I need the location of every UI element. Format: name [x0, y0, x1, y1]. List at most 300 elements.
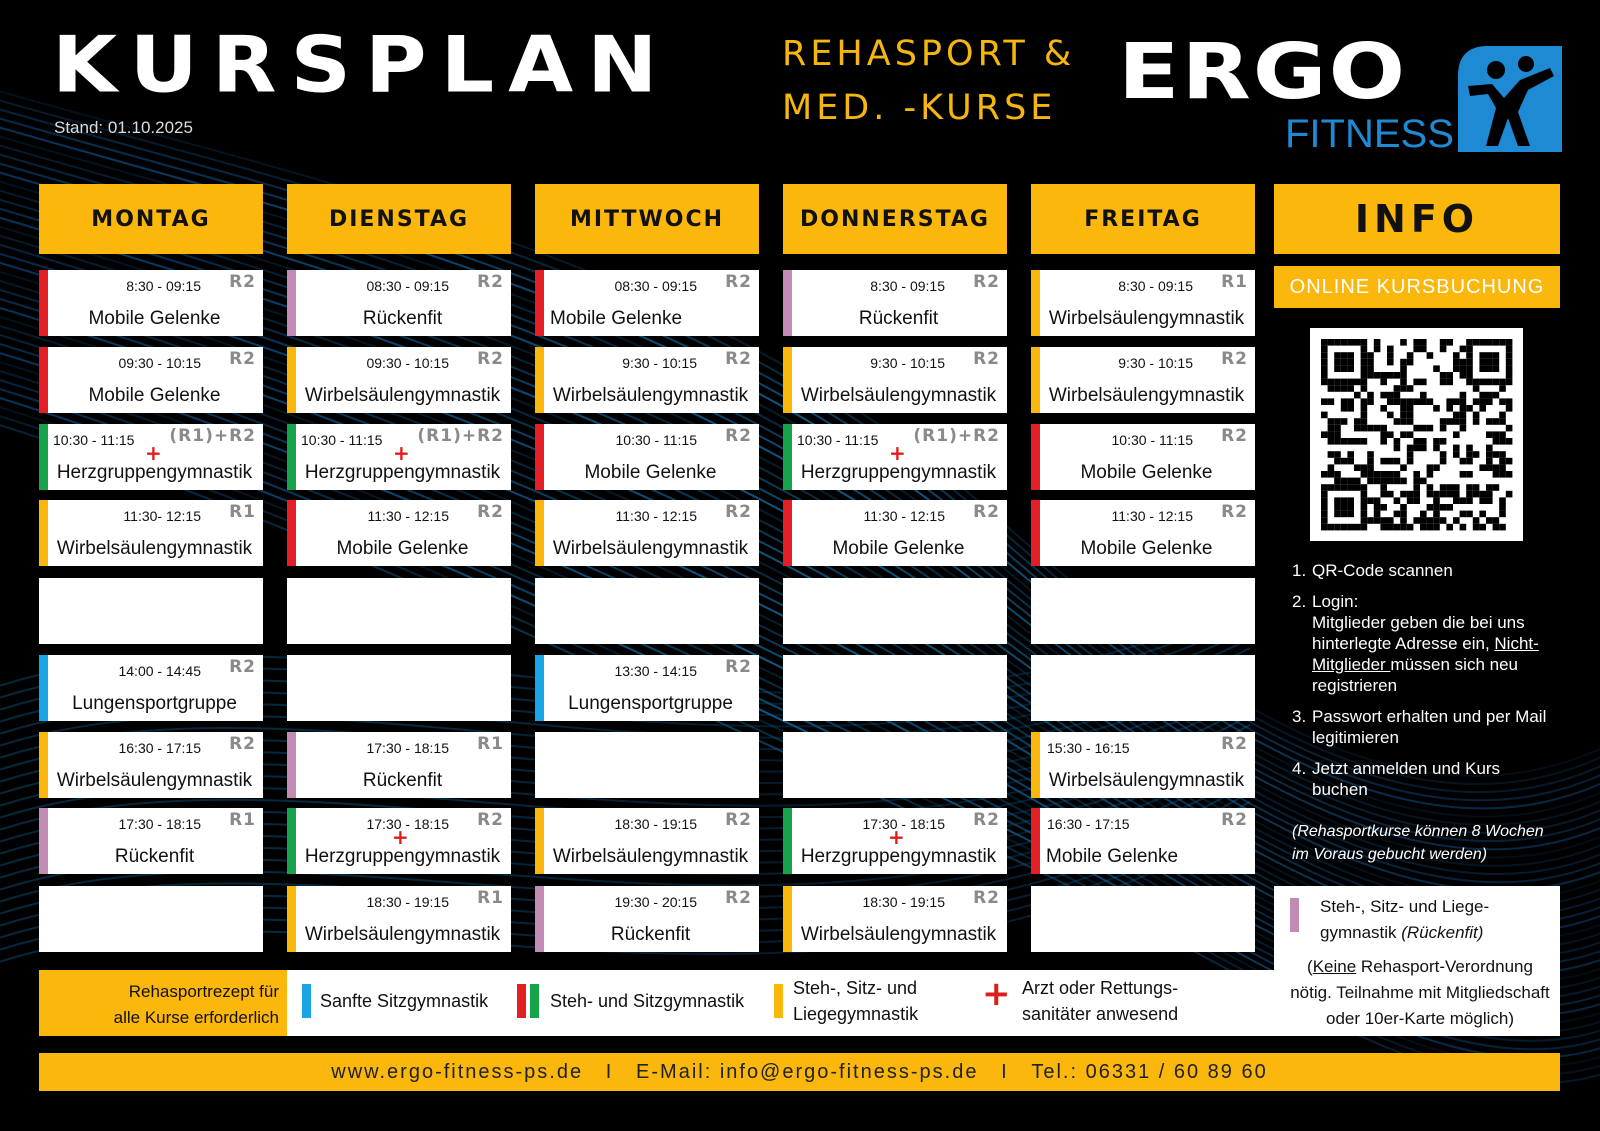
qr-module	[1446, 504, 1453, 511]
qr-module	[1413, 398, 1420, 405]
course-time: 8:30 - 09:15	[870, 278, 945, 294]
qr-module	[1499, 451, 1506, 458]
course-time: 11:30 - 12:15	[1111, 508, 1193, 524]
qr-module	[1334, 385, 1341, 392]
qr-module	[1440, 372, 1447, 379]
step-login-members: Mitglieder geben die bei uns hinterlegte Adresse ein,	[1312, 613, 1525, 653]
qr-module	[1321, 372, 1328, 379]
qr-module	[1407, 412, 1414, 419]
category-bar	[39, 808, 48, 874]
course-time: 10:30 - 11:15	[301, 432, 383, 448]
empty-slot	[39, 578, 263, 644]
qr-code-icon	[1310, 328, 1523, 541]
category-bar	[783, 424, 792, 490]
qr-module	[1440, 451, 1447, 458]
qr-module	[1347, 352, 1354, 359]
medical-cross-icon: +	[982, 974, 1011, 1014]
qr-module	[1367, 398, 1374, 405]
logo-ergo: ERGO	[1118, 27, 1408, 117]
qr-module	[1334, 352, 1341, 359]
course-name: Wirbelsäulengymnastik	[1048, 770, 1245, 791]
empty-slot	[535, 732, 759, 798]
course-card[interactable]	[287, 732, 511, 798]
step-text: QR-Code scannen	[1312, 561, 1453, 580]
qr-module	[1466, 365, 1473, 372]
qr-module	[1506, 365, 1513, 372]
course-card[interactable]	[39, 655, 263, 721]
qr-module	[1473, 491, 1480, 498]
qr-module	[1361, 484, 1368, 491]
qr-module	[1479, 365, 1486, 372]
legend-arzt-line2: sanitäter anwesend	[1022, 1004, 1179, 1024]
legend-steh-sitz: Steh- und Sitzgymnastik	[550, 991, 745, 1011]
course-name: Mobile Gelenke	[88, 308, 221, 329]
info-step-2	[1292, 591, 1557, 696]
qr-module	[1486, 491, 1493, 498]
category-bar	[287, 424, 296, 490]
qr-module	[1427, 517, 1434, 524]
course-card[interactable]	[287, 424, 511, 490]
qr-module	[1380, 372, 1387, 379]
qr-module	[1420, 445, 1427, 452]
qr-module	[1433, 438, 1440, 445]
qr-module	[1328, 425, 1335, 432]
qr-module	[1328, 471, 1335, 478]
qr-module	[1400, 365, 1407, 372]
qr-module	[1413, 471, 1420, 478]
qr-module	[1347, 451, 1354, 458]
qr-module	[1466, 497, 1473, 504]
qr-module	[1493, 392, 1500, 399]
qr-module	[1493, 365, 1500, 372]
qr-module	[1321, 379, 1328, 386]
yellow-bar-swatch	[774, 984, 783, 1018]
course-name: Wirbelsäulengymnastik	[552, 538, 749, 559]
qr-module	[1413, 438, 1420, 445]
course-time: 9:30 - 10:15	[622, 355, 697, 371]
qr-module	[1420, 511, 1427, 518]
course-name: Rückenfit	[858, 308, 939, 329]
course-time: 9:30 - 10:15	[1118, 355, 1193, 371]
qr-module	[1354, 524, 1361, 531]
qr-module	[1420, 339, 1427, 346]
qr-module	[1493, 438, 1500, 445]
empty-slot	[783, 578, 1007, 644]
category-bar	[287, 886, 296, 952]
step-number: 2.	[1292, 592, 1307, 611]
qr-module	[1420, 517, 1427, 524]
course-room: R2	[1221, 734, 1248, 754]
category-bar	[39, 732, 48, 798]
category-bar	[1031, 500, 1040, 566]
course-room: R1	[229, 810, 256, 830]
qr-module	[1440, 517, 1447, 524]
qr-module	[1493, 524, 1500, 531]
qr-module	[1433, 511, 1440, 518]
qr-module	[1466, 372, 1473, 379]
course-time: 17:30 - 18:15	[862, 816, 945, 832]
course-card[interactable]	[1031, 347, 1255, 413]
course-name: Herzgruppengymnastik	[800, 846, 997, 867]
course-name: Lungensportgruppe	[568, 693, 733, 714]
course-name: Wirbelsäulengymnastik	[552, 385, 749, 406]
course-card[interactable]	[287, 808, 511, 874]
course-card[interactable]	[1031, 424, 1255, 490]
qr-module	[1321, 484, 1328, 491]
course-time: 09:30 - 10:15	[118, 355, 201, 371]
qr-module	[1506, 471, 1513, 478]
qr-module	[1433, 504, 1440, 511]
empty-slot	[1031, 655, 1255, 721]
course-card[interactable]	[783, 500, 1007, 566]
qr-module	[1387, 372, 1394, 379]
qr-module	[1506, 352, 1513, 359]
qr-module	[1473, 339, 1480, 346]
qr-module	[1479, 464, 1486, 471]
legend-ssl-line2: Liegegymnastik	[793, 1004, 919, 1024]
medical-cross-icon: +	[889, 441, 906, 465]
qr-module	[1413, 497, 1420, 504]
course-card[interactable]	[39, 270, 263, 336]
qr-module	[1367, 365, 1374, 372]
category-bar	[287, 347, 296, 413]
qr-module	[1460, 405, 1467, 412]
qr-module	[1446, 524, 1453, 531]
day-header-mittwoch: MITTWOCH	[535, 184, 759, 254]
course-name: Herzgruppengymnastik	[800, 462, 997, 483]
qr-module	[1334, 504, 1341, 511]
qr-module	[1420, 524, 1427, 531]
course-time: 16:30 - 17:15	[1047, 816, 1130, 832]
course-card[interactable]	[39, 808, 263, 874]
qr-module	[1374, 517, 1381, 524]
course-card[interactable]	[535, 808, 759, 874]
qr-module	[1400, 359, 1407, 366]
course-card[interactable]	[287, 886, 511, 952]
qr-module	[1341, 385, 1348, 392]
qr-module	[1334, 365, 1341, 372]
qr-module	[1427, 352, 1434, 359]
qr-module	[1446, 398, 1453, 405]
qr-module	[1427, 484, 1434, 491]
qr-module	[1473, 484, 1480, 491]
qr-module	[1341, 484, 1348, 491]
course-name: Rückenfit	[610, 924, 691, 945]
qr-module	[1321, 504, 1328, 511]
footer-separator: I	[583, 1060, 637, 1083]
qr-module	[1321, 412, 1328, 419]
category-bar	[535, 270, 544, 336]
qr-module	[1479, 359, 1486, 366]
logo-fitness: FITNESS	[1285, 112, 1454, 156]
qr-module	[1486, 464, 1493, 471]
qr-module	[1400, 405, 1407, 412]
qr-module	[1460, 359, 1467, 366]
step-login-label: Login:	[1312, 592, 1359, 611]
online-booking-banner[interactable]: ONLINE KURSBUCHUNG	[1274, 266, 1560, 308]
qr-module	[1380, 431, 1387, 438]
course-card[interactable]	[783, 886, 1007, 952]
note-rest: Rehasport-Verordnung nötig. Teilnahme mit Mitgliedschaft oder 10er-Karte möglich)	[1290, 957, 1550, 1028]
qr-module	[1394, 385, 1401, 392]
qr-module	[1374, 471, 1381, 478]
footer-website[interactable]: www.ergo-fitness-ps.de	[331, 1060, 584, 1083]
qr-module	[1354, 418, 1361, 425]
qr-module	[1440, 339, 1447, 346]
qr-module	[1433, 497, 1440, 504]
qr-module	[1361, 379, 1368, 386]
course-card[interactable]	[287, 347, 511, 413]
footer-email[interactable]: E-Mail: info@ergo-fitness-ps.de	[636, 1060, 979, 1083]
qr-module	[1466, 379, 1473, 386]
qr-code[interactable]	[1310, 328, 1523, 541]
qr-module	[1433, 491, 1440, 498]
category-bar	[783, 808, 792, 874]
course-name: Wirbelsäulengymnastik	[552, 846, 749, 867]
course-card[interactable]	[1031, 808, 1255, 874]
course-room: R2	[229, 734, 256, 754]
qr-module	[1473, 524, 1480, 531]
course-card[interactable]	[1031, 270, 1255, 336]
category-bar	[535, 424, 544, 490]
qr-module	[1407, 497, 1414, 504]
qr-module	[1328, 451, 1335, 458]
qr-module	[1361, 359, 1368, 366]
qr-module	[1354, 478, 1361, 485]
category-bar	[1031, 732, 1040, 798]
course-time: 09:30 - 10:15	[366, 355, 449, 371]
qr-module	[1334, 478, 1341, 485]
footer-phone[interactable]: Tel.: 06331 / 60 89 60	[1031, 1060, 1268, 1083]
legend-sanft: Sanfte Sitzgymnastik	[320, 991, 489, 1011]
course-room: R2	[973, 888, 1000, 908]
course-name: Mobile Gelenke	[550, 308, 683, 329]
course-room: R2	[725, 426, 752, 446]
non-members-link[interactable]: Nicht-Mitglieder	[1312, 634, 1539, 674]
qr-module	[1380, 405, 1387, 412]
category-bar	[287, 732, 296, 798]
legend-steh-sitz-liege	[793, 975, 918, 1027]
qr-module	[1321, 471, 1328, 478]
course-card[interactable]	[535, 500, 759, 566]
qr-module	[1499, 471, 1506, 478]
empty-slot	[783, 732, 1007, 798]
qr-module	[1440, 484, 1447, 491]
qr-module	[1499, 438, 1506, 445]
qr-module	[1506, 425, 1513, 432]
qr-module	[1341, 339, 1348, 346]
qr-module	[1361, 339, 1368, 346]
course-card[interactable]	[39, 424, 263, 490]
qr-module	[1354, 339, 1361, 346]
qr-module	[1446, 379, 1453, 386]
qr-module	[1479, 405, 1486, 412]
qr-module	[1354, 484, 1361, 491]
medical-cross-icon: +	[145, 441, 162, 465]
course-name: Mobile Gelenke	[336, 538, 469, 559]
qr-module	[1473, 451, 1480, 458]
qr-module	[1387, 478, 1394, 485]
qr-module	[1453, 497, 1460, 504]
qr-module	[1407, 445, 1414, 452]
color-legend	[287, 970, 1274, 1036]
category-bar	[287, 270, 296, 336]
qr-module	[1473, 418, 1480, 425]
course-card[interactable]	[535, 270, 759, 336]
qr-module	[1453, 451, 1460, 458]
subtitle-line1: REHASPORT &	[782, 34, 1076, 74]
qr-module	[1354, 464, 1361, 471]
course-card[interactable]	[287, 270, 511, 336]
category-bar	[1031, 270, 1040, 336]
qr-module	[1367, 451, 1374, 458]
qr-module	[1486, 458, 1493, 465]
category-bar	[39, 347, 48, 413]
course-time: 17:30 - 18:15	[366, 740, 449, 756]
qr-module	[1387, 359, 1394, 366]
qr-module	[1361, 438, 1368, 445]
qr-module	[1341, 352, 1348, 359]
course-card[interactable]	[1031, 732, 1255, 798]
qr-module	[1380, 491, 1387, 498]
course-name: Wirbelsäulengymnastik	[56, 770, 253, 791]
qr-module	[1341, 359, 1348, 366]
qr-module	[1486, 379, 1493, 386]
course-time: 9:30 - 10:15	[870, 355, 945, 371]
qr-module	[1493, 379, 1500, 386]
course-room: R2	[229, 272, 256, 292]
course-room: R2	[973, 502, 1000, 522]
rueckenfit-note	[1286, 954, 1554, 1032]
qr-module	[1427, 491, 1434, 498]
qr-module	[1486, 352, 1493, 359]
qr-module	[1440, 504, 1447, 511]
qr-module	[1328, 524, 1335, 531]
qr-module	[1493, 484, 1500, 491]
course-room: R2	[725, 810, 752, 830]
course-card[interactable]	[1031, 500, 1255, 566]
step-login-register: müssen sich neu registrieren	[1312, 655, 1518, 695]
qr-module	[1394, 418, 1401, 425]
category-bar	[39, 424, 48, 490]
qr-module	[1413, 491, 1420, 498]
qr-module	[1361, 517, 1368, 524]
course-room: R1	[1221, 272, 1248, 292]
qr-module	[1400, 418, 1407, 425]
course-card[interactable]	[783, 270, 1007, 336]
category-bar	[535, 500, 544, 566]
qr-module	[1400, 491, 1407, 498]
qr-module	[1460, 365, 1467, 372]
qr-module	[1347, 438, 1354, 445]
course-card[interactable]	[39, 732, 263, 798]
qr-module	[1380, 379, 1387, 386]
course-card[interactable]	[783, 424, 1007, 490]
category-bar	[39, 500, 48, 566]
subtitle-line2: MED. -KURSE	[782, 88, 1057, 128]
qr-module	[1453, 418, 1460, 425]
qr-module	[1453, 484, 1460, 491]
qr-module	[1374, 346, 1381, 353]
qr-module	[1479, 491, 1486, 498]
course-card[interactable]	[39, 347, 263, 413]
qr-module	[1493, 451, 1500, 458]
course-room: (R1)+R2	[913, 426, 1000, 446]
qr-module	[1466, 346, 1473, 353]
qr-module	[1328, 418, 1335, 425]
qr-module	[1486, 445, 1493, 452]
qr-module	[1347, 379, 1354, 386]
course-time: 17:30 - 18:15	[366, 816, 449, 832]
qr-module	[1334, 511, 1341, 518]
qr-module	[1361, 511, 1368, 518]
qr-module	[1493, 418, 1500, 425]
qr-module	[1321, 398, 1328, 405]
course-name: Rückenfit	[362, 770, 443, 791]
qr-module	[1486, 451, 1493, 458]
course-name: Mobile Gelenke	[832, 538, 965, 559]
course-name: Mobile Gelenke	[1080, 462, 1213, 483]
qr-module	[1460, 511, 1467, 518]
step-text: Jetzt anmelden und Kurs buchen	[1312, 759, 1501, 799]
category-bar	[783, 347, 792, 413]
course-card[interactable]	[535, 655, 759, 721]
course-room: R2	[1221, 426, 1248, 446]
course-card[interactable]	[535, 886, 759, 952]
qr-module	[1453, 398, 1460, 405]
qr-module	[1473, 385, 1480, 392]
qr-module	[1328, 385, 1335, 392]
qr-module	[1328, 398, 1335, 405]
qr-module	[1460, 418, 1467, 425]
qr-module	[1486, 398, 1493, 405]
qr-module	[1506, 491, 1513, 498]
qr-module	[1361, 398, 1368, 405]
category-bar	[1031, 424, 1040, 490]
qr-module	[1328, 464, 1335, 471]
qr-module	[1440, 379, 1447, 386]
qr-module	[1440, 425, 1447, 432]
qr-module	[1341, 418, 1348, 425]
qr-module	[1380, 484, 1387, 491]
qr-module	[1361, 464, 1368, 471]
legend-ssl-line1: Steh-, Sitz- und	[793, 978, 918, 998]
qr-module	[1354, 392, 1361, 399]
qr-module	[1506, 346, 1513, 353]
course-card[interactable]	[783, 808, 1007, 874]
qr-module	[1380, 438, 1387, 445]
course-card[interactable]	[535, 424, 759, 490]
qr-module	[1453, 412, 1460, 419]
qr-module	[1387, 398, 1394, 405]
qr-module	[1334, 379, 1341, 386]
qr-module	[1506, 372, 1513, 379]
course-card[interactable]	[287, 500, 511, 566]
course-card[interactable]	[783, 347, 1007, 413]
qr-module	[1321, 511, 1328, 518]
qr-module	[1453, 431, 1460, 438]
qr-module	[1499, 398, 1506, 405]
qr-module	[1321, 365, 1328, 372]
course-card[interactable]	[39, 500, 263, 566]
medical-cross-icon: +	[393, 441, 410, 465]
course-room: R1	[229, 502, 256, 522]
course-card[interactable]	[535, 347, 759, 413]
qr-module	[1374, 372, 1381, 379]
qr-module	[1407, 491, 1414, 498]
qr-module	[1407, 524, 1414, 531]
day-header-freitag: FREITAG	[1031, 184, 1255, 254]
